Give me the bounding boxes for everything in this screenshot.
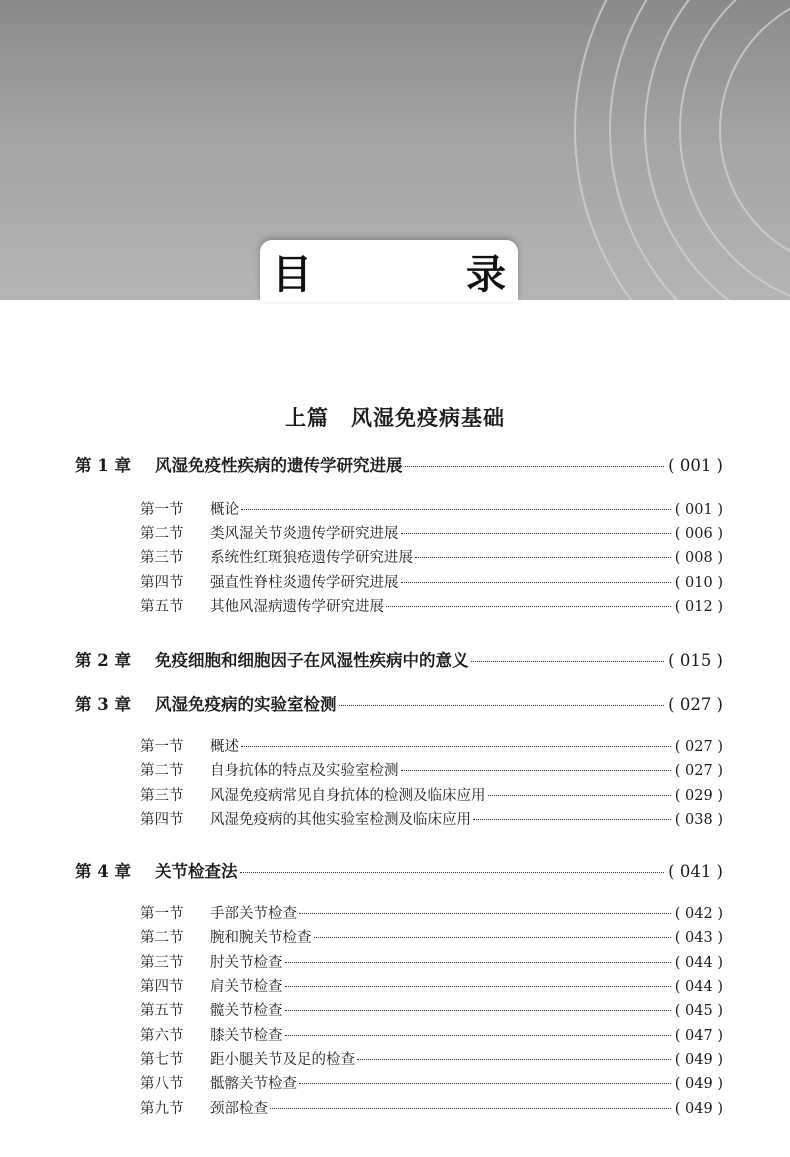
toc-section-entry <box>140 926 723 947</box>
page-number: ( 049 ) <box>674 1052 723 1068</box>
page-number: ( 012 ) <box>674 599 723 615</box>
page-number: ( 045 ) <box>674 1003 723 1019</box>
toc-chapter-entry <box>75 452 723 476</box>
section-number: 第五节 <box>140 599 184 615</box>
toc-title-tab <box>260 240 576 302</box>
toc-section-entry <box>140 595 723 616</box>
section-title: 髋关节检查 <box>210 1003 283 1019</box>
section-title: 肩关节检查 <box>210 979 283 995</box>
section-title: 风湿免疫病常见自身抗体的检测及临床应用 <box>210 788 486 804</box>
section-title: 风湿免疫病的其他实验室检测及临床应用 <box>210 812 471 828</box>
toc-section-entry <box>140 1048 723 1069</box>
toc-section-entry <box>140 999 723 1020</box>
section-number: 第一节 <box>140 906 184 922</box>
chapter-title: 免疫细胞和细胞因子在风湿性疾病中的意义 <box>155 651 469 670</box>
dot-leader <box>299 1083 671 1084</box>
section-number: 第四节 <box>140 812 184 828</box>
page-number: ( 041 ) <box>668 862 723 881</box>
section-title: 自身抗体的特点及实验室检测 <box>210 763 399 779</box>
section-title: 类风湿关节炎遗传学研究进展 <box>210 526 399 542</box>
dot-leader <box>471 661 665 662</box>
dot-leader <box>285 986 671 987</box>
toc-chapter-entry <box>75 647 723 671</box>
section-number: 第八节 <box>140 1076 184 1092</box>
section-title: 肘关节检查 <box>210 955 283 971</box>
toc-section-entry <box>140 1072 723 1093</box>
page-number: ( 027 ) <box>668 695 723 714</box>
dot-leader <box>401 582 671 583</box>
chapter-title: 风湿免疫病的实验室检测 <box>155 695 337 714</box>
toc-chapter-entry <box>75 691 723 715</box>
section-number: 第三节 <box>140 955 184 971</box>
page-number: ( 008 ) <box>674 550 723 566</box>
toc-section-entry <box>140 808 723 829</box>
section-number: 第二节 <box>140 763 184 779</box>
section-title: 系统性红斑狼疮遗传学研究进展 <box>210 550 413 566</box>
section-title: 腕和腕关节检查 <box>210 930 312 946</box>
dot-leader <box>285 1010 671 1011</box>
chapter-title: 关节检查法 <box>155 862 238 881</box>
section-number: 第二节 <box>140 526 184 542</box>
page-number: ( 001 ) <box>674 502 723 518</box>
section-number: 第九节 <box>140 1101 184 1117</box>
section-title: 距小腿关节及足的检查 <box>210 1052 355 1068</box>
dot-leader <box>357 1059 671 1060</box>
dot-leader <box>241 746 671 747</box>
page-number: ( 047 ) <box>674 1028 723 1044</box>
dot-leader <box>285 962 671 963</box>
page-number: ( 027 ) <box>674 739 723 755</box>
dot-leader <box>401 770 671 771</box>
section-number: 第二节 <box>140 930 184 946</box>
toc-section-entry <box>140 975 723 996</box>
toc-section-entry <box>140 759 723 780</box>
toc-chapter-entry <box>75 858 723 882</box>
chapter-number: 第 3 章 <box>75 695 131 714</box>
page-number: ( 027 ) <box>674 763 723 779</box>
page-number: ( 044 ) <box>674 955 723 971</box>
dot-leader <box>339 705 665 706</box>
dot-leader <box>401 533 671 534</box>
section-number: 第七节 <box>140 1052 184 1068</box>
section-number: 第四节 <box>140 575 184 591</box>
section-title: 手部关节检查 <box>210 906 297 922</box>
section-title: 强直性脊柱炎遗传学研究进展 <box>210 575 399 591</box>
section-number: 第四节 <box>140 979 184 995</box>
section-title: 其他风湿病遗传学研究进展 <box>210 599 384 615</box>
toc-section-entry <box>140 951 723 972</box>
page-number: ( 043 ) <box>674 930 723 946</box>
page-number: ( 042 ) <box>674 906 723 922</box>
part-title: 上篇 风湿免疫病基础 <box>285 405 505 430</box>
page-number: ( 001 ) <box>668 456 723 475</box>
chapter-title: 风湿免疫性疾病的遗传学研究进展 <box>155 456 403 475</box>
section-number: 第五节 <box>140 1003 184 1019</box>
section-title: 颈部检查 <box>210 1101 268 1117</box>
dot-leader <box>488 795 671 796</box>
dot-leader <box>415 557 671 558</box>
dot-leader <box>285 1035 671 1036</box>
dot-leader <box>473 819 671 820</box>
dot-leader <box>240 872 665 873</box>
section-number: 第一节 <box>140 739 184 755</box>
section-title: 概述 <box>210 739 239 755</box>
section-number: 第六节 <box>140 1028 184 1044</box>
page-number: ( 006 ) <box>674 526 723 542</box>
dot-leader <box>386 606 671 607</box>
toc-section-entry <box>140 498 723 519</box>
dot-leader <box>241 509 671 510</box>
toc-section-entry <box>140 1024 723 1045</box>
chapter-number: 第 2 章 <box>75 651 131 670</box>
dot-leader <box>405 466 665 467</box>
section-title: 骶髂关节检查 <box>210 1076 297 1092</box>
section-number: 第一节 <box>140 502 184 518</box>
section-title: 膝关节检查 <box>210 1028 283 1044</box>
toc-section-entry <box>140 735 723 756</box>
chapter-number: 第 1 章 <box>75 456 131 475</box>
section-title: 概论 <box>210 502 239 518</box>
page-number: ( 049 ) <box>674 1101 723 1117</box>
page-number: ( 038 ) <box>674 812 723 828</box>
section-number: 第三节 <box>140 788 184 804</box>
dot-leader <box>299 913 671 914</box>
section-number: 第三节 <box>140 550 184 566</box>
toc-section-entry <box>140 546 723 567</box>
dot-leader <box>314 937 671 938</box>
toc-section-entry <box>140 1097 723 1118</box>
dot-leader <box>270 1108 671 1109</box>
toc-section-entry <box>140 522 723 543</box>
page-number: ( 015 ) <box>668 651 723 670</box>
toc-section-entry <box>140 902 723 923</box>
page-number: ( 010 ) <box>674 575 723 591</box>
page-number: ( 029 ) <box>674 788 723 804</box>
toc-section-entry <box>140 571 723 592</box>
page-number: ( 049 ) <box>674 1076 723 1092</box>
toc-section-entry <box>140 784 723 805</box>
chapter-number: 第 4 章 <box>75 862 131 881</box>
page-title: 目 录 <box>272 251 576 298</box>
page-number: ( 044 ) <box>674 979 723 995</box>
